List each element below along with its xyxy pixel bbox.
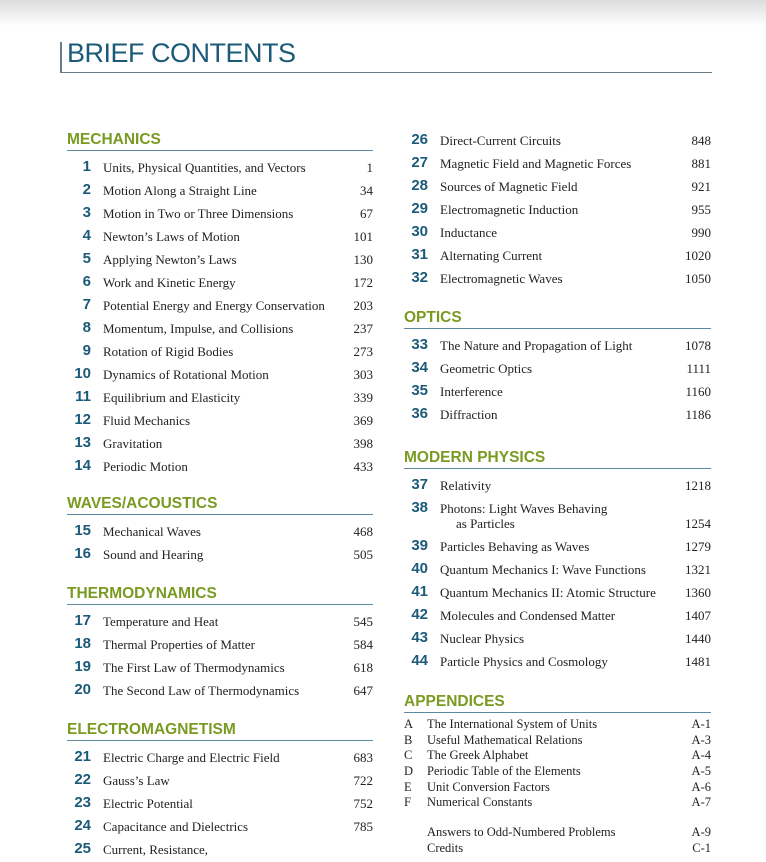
chapter-page: 1254 <box>685 516 711 531</box>
appendix-title: Numerical Constants <box>427 795 533 810</box>
chapter-page: 955 <box>691 202 711 217</box>
title-accent-bar <box>60 42 62 72</box>
chapter-entry[interactable] <box>67 249 373 272</box>
chapter-number: 7 <box>82 296 91 313</box>
chapter-entry[interactable] <box>67 341 373 364</box>
chapter-number: 24 <box>74 817 91 834</box>
chapter-page: 785 <box>353 819 373 834</box>
chapter-entry[interactable] <box>404 153 711 176</box>
backmatter-page: A-9 <box>691 825 711 840</box>
chapter-title: Units, Physical Quantities, and Vectors <box>103 160 306 175</box>
chapter-page: 433 <box>353 459 373 474</box>
chapter-entry[interactable] <box>404 222 711 245</box>
chapter-title: Newton’s Laws of Motion <box>103 229 240 244</box>
chapter-number: 26 <box>411 131 428 148</box>
appendix-title: Useful Mathematical Relations <box>427 732 583 747</box>
chapter-number: 10 <box>74 365 91 382</box>
chapter-entry[interactable] <box>404 130 711 153</box>
chapter-number: 37 <box>411 476 428 493</box>
chapter-title: Nuclear Physics <box>440 631 525 646</box>
section-heading: APPENDICES <box>404 692 711 713</box>
chapter-title: Geometric Optics <box>440 361 533 376</box>
chapter-entry[interactable] <box>67 770 373 793</box>
chapter-page: 398 <box>353 436 373 451</box>
chapter-title: Electric Potential <box>103 796 193 811</box>
chapter-number: 5 <box>82 250 91 267</box>
chapter-number: 22 <box>74 771 91 788</box>
appendix-title: Periodic Table of the Elements <box>427 764 581 779</box>
chapter-page: 1160 <box>685 384 711 399</box>
chapter-entry[interactable] <box>67 816 373 839</box>
appendix-letter: E <box>404 779 412 794</box>
chapter-number: 11 <box>75 388 91 405</box>
chapter-title: Capacitance and Dielectrics <box>103 819 249 834</box>
chapter-page: 505 <box>353 547 373 562</box>
chapter-title: Work and Kinetic Energy <box>103 275 236 290</box>
section-heading: WAVES/ACOUSTICS <box>67 494 373 515</box>
chapter-title: Relativity <box>440 478 492 493</box>
chapter-entry[interactable] <box>67 318 373 341</box>
chapter-entry[interactable] <box>67 793 373 816</box>
chapter-title: Mechanical Waves <box>103 524 201 539</box>
section-heading: MECHANICS <box>67 130 373 151</box>
chapter-title: Particle Physics and Cosmology <box>440 654 608 669</box>
section-optics <box>404 308 711 427</box>
chapter-page: 1078 <box>685 338 711 353</box>
appendix-letter: C <box>404 748 413 763</box>
chapter-title: Diffraction <box>440 407 498 422</box>
chapter-page: 273 <box>353 344 373 359</box>
chapter-page: 1111 <box>686 361 711 376</box>
appendix-title: Unit Conversion Factors <box>427 779 550 794</box>
chapter-number: 39 <box>411 537 428 554</box>
chapter-number: 30 <box>411 223 428 240</box>
appendix-entry[interactable] <box>404 795 711 811</box>
chapter-entry[interactable] <box>404 536 711 559</box>
chapter-page: 130 <box>353 252 373 267</box>
chapter-number: 8 <box>82 319 91 336</box>
chapter-entry[interactable] <box>67 657 373 680</box>
chapter-title: Applying Newton’s Laws <box>103 252 237 267</box>
chapter-page: 1279 <box>685 539 711 554</box>
appendix-letter: D <box>404 764 414 779</box>
chapter-entry[interactable] <box>67 544 373 567</box>
chapter-entry[interactable] <box>67 272 373 295</box>
backmatter-entry[interactable] <box>404 825 711 841</box>
appendix-entry[interactable] <box>404 780 711 796</box>
chapter-title: Quantum Mechanics II: Atomic Structure <box>440 585 656 600</box>
chapter-page: 881 <box>691 156 711 171</box>
chapter-entry[interactable] <box>404 358 711 381</box>
chapter-title: Electromagnetic Induction <box>440 202 579 217</box>
chapter-entry[interactable] <box>404 559 711 582</box>
chapter-entry[interactable] <box>67 433 373 456</box>
chapter-page: 1360 <box>685 585 711 600</box>
chapter-page: 339 <box>353 390 373 405</box>
chapter-number: 28 <box>411 177 428 194</box>
chapter-title: The First Law of Thermodynamics <box>103 660 285 675</box>
chapter-page: 1218 <box>685 478 711 493</box>
chapter-page: 1321 <box>685 562 711 577</box>
chapter-number: 1 <box>82 158 91 175</box>
chapter-title: Current, Resistance, <box>103 842 209 857</box>
chapter-number: 23 <box>74 794 91 811</box>
chapter-entry[interactable] <box>67 203 373 226</box>
chapter-number: 27 <box>411 154 428 171</box>
chapter-entry[interactable] <box>404 404 711 427</box>
chapter-page: 1481 <box>685 654 711 669</box>
chapter-page: 101 <box>353 229 373 244</box>
chapter-number: 4 <box>82 227 91 244</box>
chapter-page: 1440 <box>685 631 711 646</box>
chapter-number: 29 <box>411 200 428 217</box>
backmatter-title: Credits <box>427 840 464 855</box>
chapter-number: 17 <box>74 612 91 629</box>
chapter-number: 6 <box>82 273 91 290</box>
chapter-title: Direct-Current Circuits <box>440 133 561 148</box>
chapter-page: 848 <box>691 133 711 148</box>
appendix-entry[interactable] <box>404 764 711 780</box>
chapter-number: 12 <box>74 411 91 428</box>
chapter-entry[interactable] <box>67 226 373 249</box>
chapter-number: 41 <box>411 583 428 600</box>
chapter-title: Rotation of Rigid Bodies <box>103 344 234 359</box>
chapter-title: Interference <box>440 384 503 399</box>
chapter-entry[interactable] <box>67 611 373 634</box>
appendix-entry[interactable] <box>404 733 711 749</box>
chapter-title: Alternating Current <box>440 248 543 263</box>
appendix-entry[interactable] <box>404 717 711 733</box>
section-heading: OPTICS <box>404 308 711 329</box>
chapter-page: 683 <box>353 750 373 765</box>
chapter-title: Equilibrium and Elasticity <box>103 390 241 405</box>
chapter-entry[interactable] <box>404 199 711 222</box>
chapter-number: 15 <box>74 522 91 539</box>
chapter-title: Fluid Mechanics <box>103 413 191 428</box>
chapter-page: 618 <box>353 660 373 675</box>
chapter-entry[interactable] <box>67 364 373 387</box>
section-waves-acoustics <box>67 494 373 567</box>
page-top-shadow <box>0 0 766 26</box>
chapter-page: 647 <box>353 683 373 698</box>
chapter-entry[interactable] <box>67 157 373 180</box>
chapter-page: 722 <box>353 773 373 788</box>
chapter-entry[interactable] <box>404 605 711 628</box>
chapter-title: Temperature and Heat <box>103 614 219 629</box>
chapter-page: 172 <box>353 275 373 290</box>
chapter-number: 3 <box>82 204 91 221</box>
appendix-letter: B <box>404 732 413 747</box>
chapter-number: 25 <box>74 840 91 857</box>
chapter-title: Sound and Hearing <box>103 547 204 562</box>
chapter-entry[interactable] <box>67 521 373 544</box>
chapter-entry[interactable] <box>404 498 711 536</box>
chapter-entry[interactable] <box>67 180 373 203</box>
backmatter-entry[interactable] <box>404 841 711 857</box>
chapter-page: 752 <box>353 796 373 811</box>
section-appendices <box>404 692 711 857</box>
chapter-entry[interactable] <box>404 268 711 291</box>
chapter-number: 21 <box>74 748 91 765</box>
appendix-letter: F <box>404 795 411 810</box>
chapter-number: 20 <box>74 681 91 698</box>
chapter-entry[interactable] <box>404 475 711 498</box>
chapter-number: 18 <box>74 635 91 652</box>
chapter-page: 468 <box>353 524 373 539</box>
appendix-entry[interactable] <box>404 748 711 764</box>
backmatter-title: Answers to Odd-Numbered Problems <box>427 825 616 840</box>
chapter-page: 1 <box>366 160 373 175</box>
chapter-number: 43 <box>411 629 428 646</box>
chapter-number: 13 <box>74 434 91 451</box>
page-title: BRIEF CONTENTS <box>67 38 296 68</box>
chapter-page: 1407 <box>685 608 711 623</box>
chapter-entry[interactable] <box>67 747 373 770</box>
backmatter-page: C-1 <box>692 840 711 855</box>
appendix-page: A-7 <box>691 795 711 810</box>
chapter-entry[interactable] <box>67 410 373 433</box>
section-mechanics <box>67 130 373 479</box>
chapter-title: Magnetic Field and Magnetic Forces <box>440 156 632 171</box>
section-heading: MODERN PHYSICS <box>404 448 711 469</box>
chapter-page: 369 <box>353 413 373 428</box>
chapter-title: Momentum, Impulse, and Collisions <box>103 321 294 336</box>
chapter-title: Quantum Mechanics I: Wave Functions <box>440 562 646 577</box>
chapter-number: 44 <box>411 652 428 669</box>
chapter-entry[interactable] <box>67 634 373 657</box>
chapter-page: 34 <box>360 183 373 198</box>
chapter-page: 303 <box>353 367 373 382</box>
chapter-entry[interactable] <box>404 651 711 674</box>
chapter-title: Electric Charge and Electric Field <box>103 750 280 765</box>
chapter-page: 990 <box>691 225 711 240</box>
title-rule <box>60 72 712 73</box>
chapter-number: 34 <box>411 359 428 376</box>
appendix-page: A-6 <box>691 779 711 794</box>
chapter-page: 237 <box>353 321 373 336</box>
section-electromagnetism <box>67 720 373 862</box>
chapter-entry[interactable] <box>404 628 711 651</box>
chapter-title: Molecules and Condensed Matter <box>440 608 616 623</box>
chapter-title: Thermal Properties of Matter <box>103 637 255 652</box>
chapter-page: 203 <box>353 298 373 313</box>
chapter-title: Motion in Two or Three Dimensions <box>103 206 294 221</box>
appendix-title: The Greek Alphabet <box>427 748 529 763</box>
chapter-number: 38 <box>411 499 428 516</box>
appendix-page: A-1 <box>691 717 711 731</box>
chapter-title: Gauss’s Law <box>103 773 170 788</box>
chapter-number: 32 <box>411 269 428 286</box>
appendix-title: The International System of Units <box>427 717 598 731</box>
chapter-title: Potential Energy and Energy Conservation <box>103 298 325 313</box>
chapter-entry[interactable] <box>404 245 711 268</box>
section-continued <box>404 130 711 291</box>
chapter-page: 921 <box>691 179 711 194</box>
chapter-page: 1186 <box>685 407 711 422</box>
section-modern-physics <box>404 448 711 674</box>
appendix-page: A-5 <box>691 764 711 779</box>
chapter-number: 19 <box>74 658 91 675</box>
chapter-title: Gravitation <box>103 436 163 451</box>
chapter-number: 36 <box>411 405 428 422</box>
chapter-page: 584 <box>353 637 373 652</box>
chapter-number: 9 <box>82 342 91 359</box>
section-thermodynamics <box>67 584 373 703</box>
appendix-page: A-4 <box>691 748 711 763</box>
chapter-entry[interactable] <box>404 335 711 358</box>
chapter-title: Periodic Motion <box>103 459 188 474</box>
chapter-entry[interactable] <box>67 456 373 479</box>
chapter-entry[interactable] <box>67 295 373 318</box>
chapter-number: 42 <box>411 606 428 623</box>
chapter-entry[interactable] <box>67 680 373 703</box>
chapter-number: 33 <box>411 336 428 353</box>
chapter-title: Inductance <box>440 225 498 240</box>
chapter-number: 31 <box>411 246 428 263</box>
chapter-title: The Nature and Propagation of Light <box>440 338 633 353</box>
chapter-page: 545 <box>353 614 373 629</box>
chapter-page: 67 <box>360 206 373 221</box>
section-heading: THERMODYNAMICS <box>67 584 373 605</box>
chapter-number: 40 <box>411 560 428 577</box>
chapter-title: Particles Behaving as Waves <box>440 539 590 554</box>
chapter-entry[interactable] <box>404 381 711 404</box>
chapter-number: 14 <box>74 457 91 474</box>
chapter-page: 1050 <box>685 271 711 286</box>
section-heading: ELECTROMAGNETISM <box>67 720 373 741</box>
chapter-title: Dynamics of Rotational Motion <box>103 367 269 382</box>
chapter-entry[interactable] <box>404 582 711 605</box>
chapter-entry[interactable] <box>67 387 373 410</box>
chapter-number: 16 <box>74 545 91 562</box>
chapter-entry[interactable] <box>404 176 711 199</box>
appendix-letter: A <box>404 717 414 731</box>
chapter-page: 1020 <box>685 248 711 263</box>
chapter-title: Electromagnetic Waves <box>440 271 563 286</box>
appendix-page: A-3 <box>691 732 711 747</box>
chapter-title: The Second Law of Thermodynamics <box>103 683 300 698</box>
chapter-number: 2 <box>82 181 91 198</box>
chapter-title: Motion Along a Straight Line <box>103 183 257 198</box>
chapter-title: Photons: Light Waves Behaving as Particles <box>440 501 608 531</box>
chapter-title: Sources of Magnetic Field <box>440 179 578 194</box>
chapter-number: 35 <box>411 382 428 399</box>
